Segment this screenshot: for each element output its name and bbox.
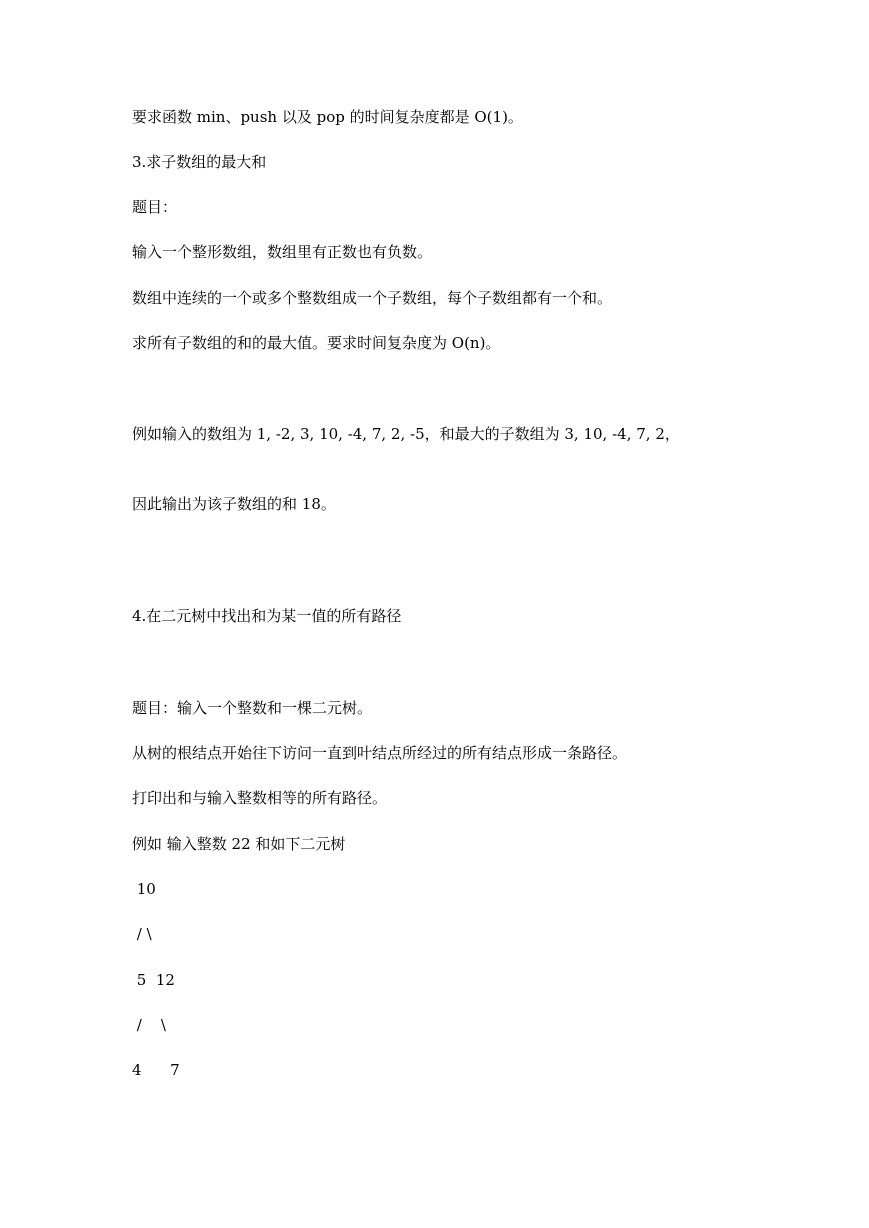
heading-binary-tree-paths: 4.在二元树中找出和为某一值的所有路径: [132, 607, 402, 625]
paragraph-complexity-requirement: 要求函数 min、push 以及 pop 的时间复杂度都是 O(1)。: [132, 108, 523, 126]
paragraph-example-output: 因此输出为该子数组的和 18。: [132, 495, 336, 513]
tree-line-root: 10: [132, 880, 156, 898]
paragraph-tree-problem: 题目：输入一个整数和一棵二元树。: [132, 699, 373, 717]
tree-line-level-2: 5 12: [132, 971, 175, 989]
paragraph-print-paths: 打印出和与输入整数相等的所有路径。: [132, 789, 388, 807]
paragraph-path-definition: 从树的根结点开始往下访问一直到叶结点所经过的所有结点形成一条路径。: [132, 744, 628, 762]
paragraph-max-sum-requirement: 求所有子数组的和的最大值。要求时间复杂度为 O(n)。: [132, 334, 501, 352]
tree-line-branches-2: / \: [132, 1016, 166, 1034]
paragraph-input-array: 输入一个整形数组，数组里有正数也有负数。: [132, 243, 433, 261]
paragraph-tree-example: 例如 输入整数 22 和如下二元树: [132, 835, 346, 853]
paragraph-example-array: 例如输入的数组为 1, -2, 3, 10, -4, 7, 2, -5，和最大的子数组为 3, 10, -4, 7, 2，: [132, 425, 680, 443]
tree-line-branches-1: / \: [132, 925, 152, 943]
heading-max-subarray: 3.求子数组的最大和: [132, 153, 267, 171]
paragraph-subarray-definition: 数组中连续的一个或多个整数组成一个子数组，每个子数组都有一个和。: [132, 289, 613, 307]
paragraph-problem-label: 题目：: [132, 198, 178, 216]
tree-line-leaves: 4 7: [132, 1061, 180, 1079]
